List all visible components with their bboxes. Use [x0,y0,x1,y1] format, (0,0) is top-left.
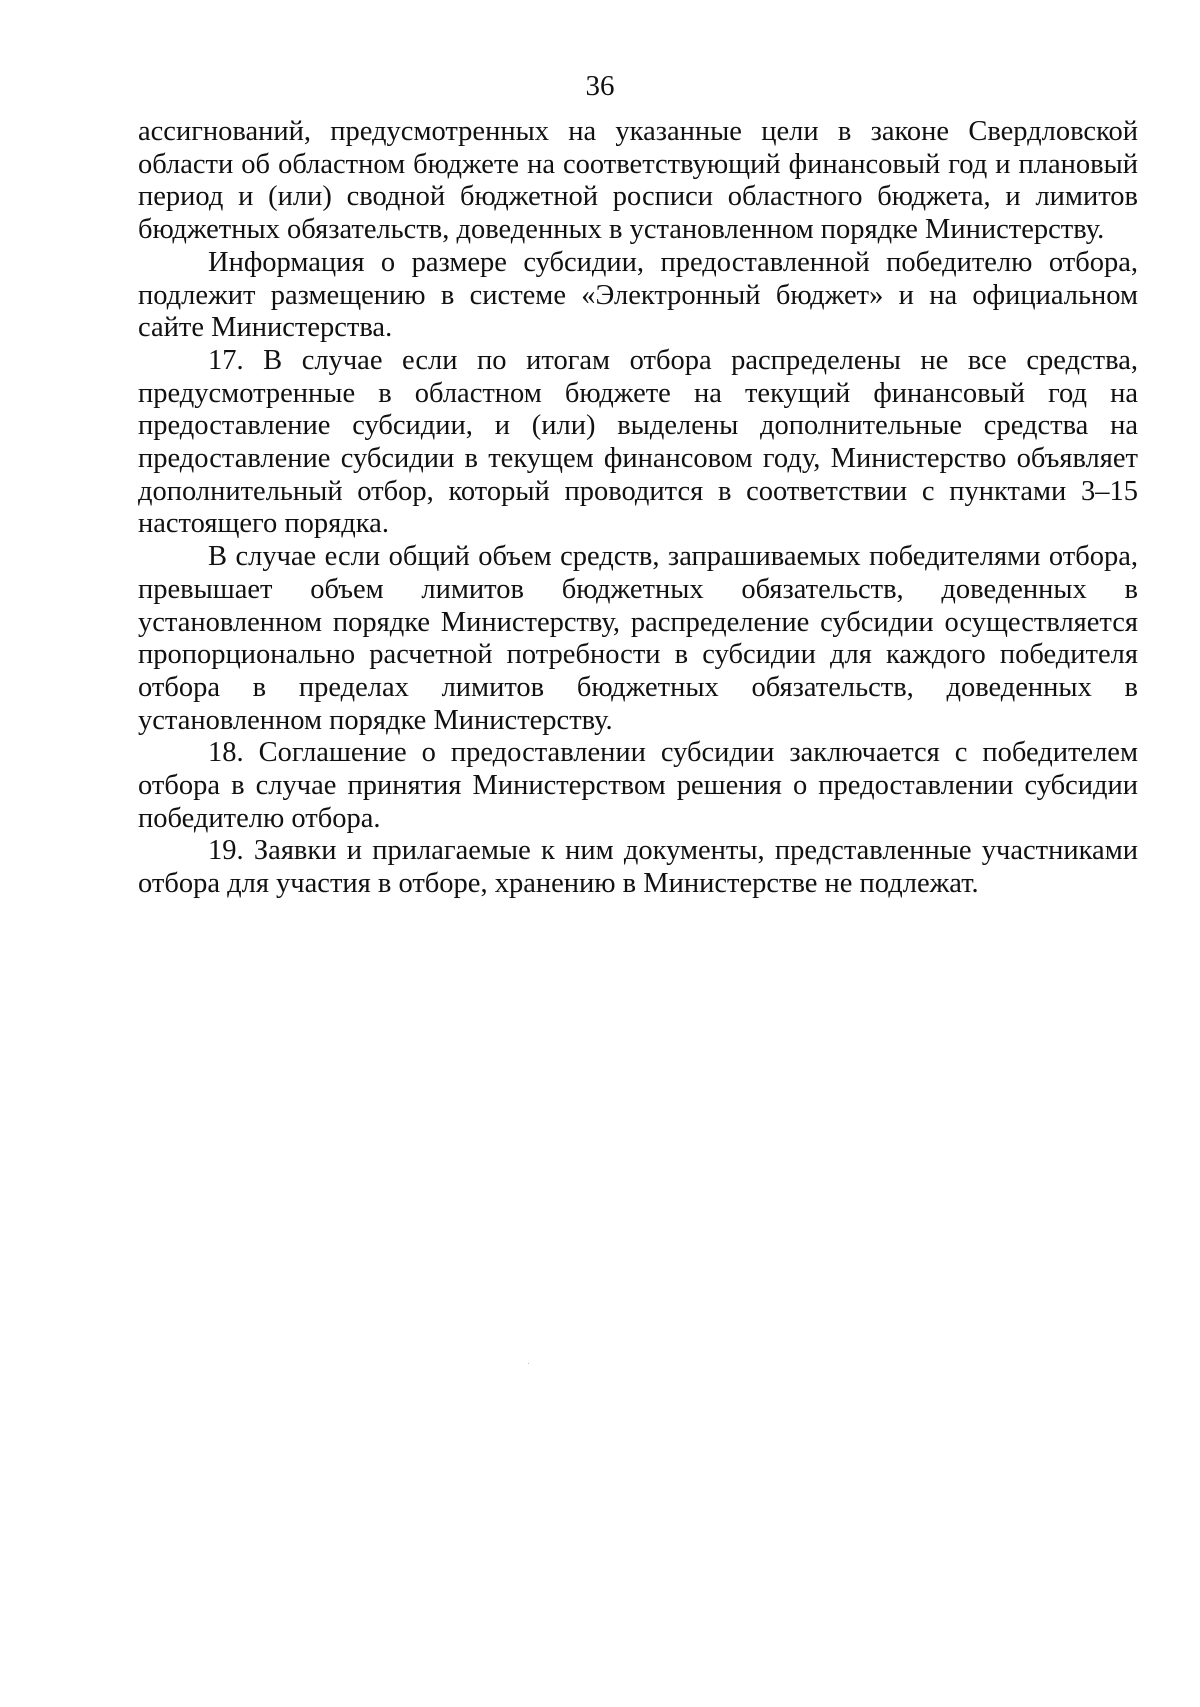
paragraph-item-18: 18. Соглашение о предоставлении субсидии заключается с победителем отбора в случае принятия Министерством решения о предоставлении субсидии победителю отбора. [138,737,1138,834]
paragraph-continuation: ассигнований, предусмотренных на указанные цели в законе Свердловской области об областном бюджете на соответствующий финансовый год и плановый период и (или) сводной бюджетной росписи областного бюджета, и лимитов бюджетных обязательств, доведенных в установленном порядке Министерству. [138,116,1138,246]
document-body [138,116,1138,901]
paragraph-distribution: В случае если общий объем средств, запрашиваемых победителями отбора, превышает объем лимитов бюджетных обязательств, доведенных в установленном порядке Министерству, распределение субсидии осуществляется пропорционально расчетной потребности в субсидии для каждого победителя отбора в пределах лимитов бюджетных обязательств, доведенных в установленном порядке Министерству. [138,541,1138,736]
scan-speck [528,1363,529,1364]
paragraph-item-17: 17. В случае если по итогам отбора распределены не все средства, предусмотренные в областном бюджете на текущий финансовый год на предоставление субсидии, и (или) выделены дополнительные средства на предоставление субсидии в текущем финансовом году, Министерство объявляет дополнительный отбор, который проводится в соответствии с пунктами 3–15 настоящего порядка. [138,344,1138,540]
paragraph-item-19: 19. Заявки и прилагаемые к ним документы, представленные участниками отбора для участия в отборе, хранению в Министерстве не подлежат. [138,835,1138,900]
page-number: 36 [585,70,615,102]
paragraph-subsidy-info: Информация о размере субсидии, предоставленной победителю отбора, подлежит размещению в системе «Электронный бюджет» и на официальном сайте Министерства. [138,246,1138,344]
